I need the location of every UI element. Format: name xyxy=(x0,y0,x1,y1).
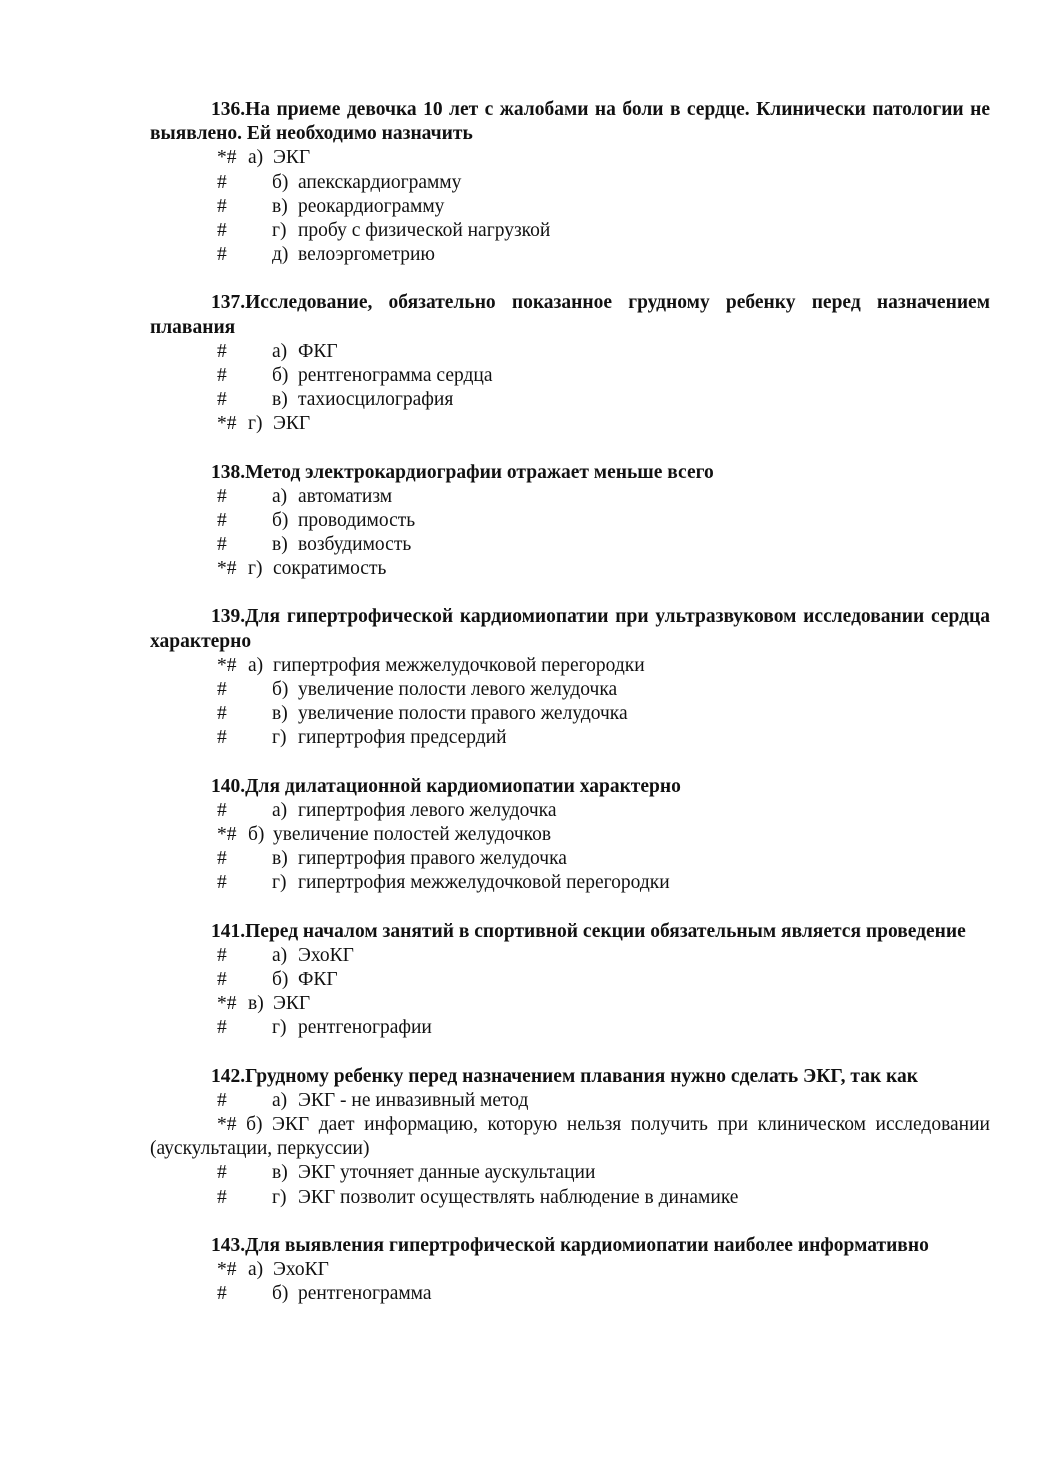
answer-text: гипертрофия предсердий xyxy=(298,727,507,749)
answer-option xyxy=(150,364,990,388)
question-text xyxy=(150,775,990,799)
question-body: Перед началом занятий в спортивной секции обязательным является проведение xyxy=(245,920,966,942)
answer-mark: *# xyxy=(217,654,237,676)
question-142 xyxy=(150,1065,990,1210)
answer-option xyxy=(150,726,990,750)
answer-option xyxy=(150,1089,990,1113)
answer-letter: в) xyxy=(272,848,288,870)
answer-letter: а) xyxy=(272,799,288,821)
answer-mark: # xyxy=(217,364,227,386)
answer-letter: в) xyxy=(272,703,288,725)
answer-option xyxy=(150,871,990,895)
answer-text: сократимость xyxy=(273,558,387,580)
question-body: Метод электрокардиографии отражает меньше всего xyxy=(245,461,714,483)
answer-text: ФКГ xyxy=(298,340,338,362)
answer-mark: *# xyxy=(217,1258,237,1280)
answer-option xyxy=(150,1186,990,1210)
answer-mark: *# xyxy=(217,1113,237,1135)
answer-text: ЭКГ уточняет данные аускультации xyxy=(298,1162,596,1184)
answer-text: пробу с физической нагрузкой xyxy=(298,219,551,241)
question-text xyxy=(150,461,990,485)
answer-text: гипертрофия левого желудочка xyxy=(298,799,557,821)
answer-mark: # xyxy=(217,171,227,193)
answer-text: реокардиограмму xyxy=(298,195,445,217)
answer-option xyxy=(150,1016,990,1040)
answer-letter: б) xyxy=(246,1113,263,1135)
answer-letter: б) xyxy=(272,171,289,193)
answer-mark: # xyxy=(217,389,227,411)
answer-letter: в) xyxy=(272,389,288,411)
question-text xyxy=(150,605,990,653)
answer-letter: г) xyxy=(248,413,263,435)
answer-option xyxy=(150,146,990,170)
answer-option xyxy=(150,533,990,557)
answer-mark: *# xyxy=(217,558,237,580)
answer-letter: а) xyxy=(248,1258,264,1280)
question-text xyxy=(150,98,990,146)
answer-letter: а) xyxy=(272,1089,288,1111)
answer-mark: # xyxy=(217,727,227,749)
question-body: Исследование, обязательно показанное грудному ребенку перед назначением плавания xyxy=(150,292,990,338)
answer-option xyxy=(150,654,990,678)
answer-mark: *# xyxy=(217,147,237,169)
answer-letter: г) xyxy=(248,558,263,580)
question-139 xyxy=(150,605,990,750)
answer-mark: # xyxy=(217,1283,227,1305)
question-number: 143. xyxy=(211,1234,246,1256)
answer-option xyxy=(150,1113,990,1161)
question-number: 141. xyxy=(211,920,246,942)
answer-option xyxy=(150,702,990,726)
question-body: Для выявления гипертрофической кардиомиопатии наиболее информативно xyxy=(245,1234,929,1256)
answer-text: ЭКГ - не инвазивный метод xyxy=(298,1089,529,1111)
answer-letter: в) xyxy=(272,195,288,217)
question-140 xyxy=(150,775,990,896)
question-138 xyxy=(150,461,990,582)
answer-mark: # xyxy=(217,244,227,266)
answer-letter: б) xyxy=(272,679,289,701)
answer-text: проводимость xyxy=(298,509,416,531)
question-body: Грудному ребенку перед назначением плавания нужно сделать ЭКГ, так как xyxy=(245,1065,918,1087)
answer-text: ЭхоКГ xyxy=(298,944,354,966)
answer-mark: # xyxy=(217,848,227,870)
answer-letter: г) xyxy=(272,872,287,894)
answer-option xyxy=(150,388,990,412)
answer-letter: а) xyxy=(248,654,264,676)
answer-option xyxy=(150,485,990,509)
answer-text: рентгенограмма xyxy=(298,1283,432,1305)
answer-text: ЭКГ дает информацию, которую нельзя получить при клиническом исследовании (аускультации, перкуссии) xyxy=(150,1113,990,1160)
question-number: 140. xyxy=(211,775,246,797)
question-text xyxy=(150,1234,990,1258)
answer-text: ФКГ xyxy=(298,968,338,990)
answer-text: увеличение полости правого желудочка xyxy=(298,703,628,725)
answer-letter: а) xyxy=(272,340,288,362)
answer-letter: в) xyxy=(272,1162,288,1184)
answer-text: увеличение полостей желудочков xyxy=(273,824,552,845)
answer-letter: г) xyxy=(272,1186,287,1208)
answer-mark: *# xyxy=(217,993,237,1015)
question-text xyxy=(150,291,990,339)
answer-text: тахиосцилография xyxy=(298,389,454,411)
document-page xyxy=(150,98,990,1330)
answer-option xyxy=(150,678,990,702)
answer-option xyxy=(150,992,990,1016)
answer-mark: *# xyxy=(217,824,237,845)
answer-mark: # xyxy=(217,485,227,507)
answer-letter: б) xyxy=(272,364,289,386)
answer-text: гипертрофия межжелудочковой перегородки xyxy=(273,654,645,676)
answer-option xyxy=(150,557,990,581)
answer-letter: г) xyxy=(272,727,287,749)
answer-text: ЭКГ xyxy=(273,993,311,1015)
answer-text: рентгенографии xyxy=(298,1017,432,1039)
answer-option xyxy=(150,171,990,195)
answer-option xyxy=(150,219,990,243)
question-number: 139. xyxy=(211,606,246,628)
answer-letter: а) xyxy=(248,147,264,169)
answer-letter: б) xyxy=(272,509,289,531)
answer-option xyxy=(150,823,990,847)
answer-mark: # xyxy=(217,509,227,531)
answer-letter: б) xyxy=(248,824,265,845)
answer-text: автоматизм xyxy=(298,485,393,507)
answer-mark: # xyxy=(217,1186,227,1208)
answer-option xyxy=(150,1161,990,1185)
answer-mark: # xyxy=(217,534,227,556)
question-number: 142. xyxy=(211,1065,246,1087)
answer-text: ЭКГ позволит осуществлять наблюдение в динамике xyxy=(298,1186,739,1208)
answer-mark: # xyxy=(217,1089,227,1111)
answer-text: увеличение полости левого желудочка xyxy=(298,679,618,701)
question-number: 136. xyxy=(211,99,246,120)
answer-letter: а) xyxy=(272,485,288,507)
answer-letter: г) xyxy=(272,219,287,241)
answer-option xyxy=(150,968,990,992)
answer-mark: # xyxy=(217,1162,227,1184)
answer-text: ЭКГ xyxy=(273,147,311,169)
question-137 xyxy=(150,291,990,436)
answer-letter: а) xyxy=(272,944,288,966)
question-number: 138. xyxy=(211,461,246,483)
question-body: Для дилатационной кардиомиопатии характерно xyxy=(245,775,681,797)
answer-mark: *# xyxy=(217,413,237,435)
answer-mark: # xyxy=(217,340,227,362)
answer-text: велоэргометрию xyxy=(298,244,435,266)
question-text xyxy=(150,1065,990,1089)
answer-letter: б) xyxy=(272,968,289,990)
answer-mark: # xyxy=(217,219,227,241)
answer-option xyxy=(150,1258,990,1282)
question-136 xyxy=(150,98,990,267)
answer-mark: # xyxy=(217,968,227,990)
question-number: 137. xyxy=(211,292,246,314)
question-text xyxy=(150,920,990,944)
answer-letter: в) xyxy=(272,534,288,556)
answer-mark: # xyxy=(217,679,227,701)
answer-mark: # xyxy=(217,195,227,217)
answer-letter: б) xyxy=(272,1283,289,1305)
answer-option xyxy=(150,799,990,823)
question-141 xyxy=(150,920,990,1041)
answer-text: апекскардиограмму xyxy=(298,171,462,193)
answer-text: гипертрофия межжелудочковой перегородки xyxy=(298,872,670,894)
answer-letter: в) xyxy=(248,993,264,1015)
answer-option xyxy=(150,847,990,871)
question-143 xyxy=(150,1234,990,1307)
answer-text: ЭКГ xyxy=(273,413,311,435)
answer-mark: # xyxy=(217,703,227,725)
answer-mark: # xyxy=(217,944,227,966)
answer-mark: # xyxy=(217,872,227,894)
question-body: На приеме девочка 10 лет с жалобами на боли в сердце. Клинически патологии не выявлено. Ей необходимо назначить xyxy=(150,99,990,145)
answer-mark: # xyxy=(217,1017,227,1039)
answer-text: возбудимость xyxy=(298,534,412,556)
answer-text: рентгенограмма сердца xyxy=(298,364,493,386)
question-body: Для гипертрофической кардиомиопатии при ультразвуковом исследовании сердца характерно xyxy=(150,606,990,652)
answer-letter: г) xyxy=(272,1017,287,1039)
answer-text: гипертрофия правого желудочка xyxy=(298,848,567,870)
answer-letter: д) xyxy=(272,244,289,266)
answer-option xyxy=(150,1282,990,1306)
answer-option xyxy=(150,509,990,533)
answer-option xyxy=(150,195,990,219)
answer-option xyxy=(150,944,990,968)
answer-text: ЭхоКГ xyxy=(273,1258,329,1280)
answer-option xyxy=(150,243,990,267)
answer-option xyxy=(150,412,990,436)
answer-option xyxy=(150,340,990,364)
answer-mark: # xyxy=(217,799,227,821)
